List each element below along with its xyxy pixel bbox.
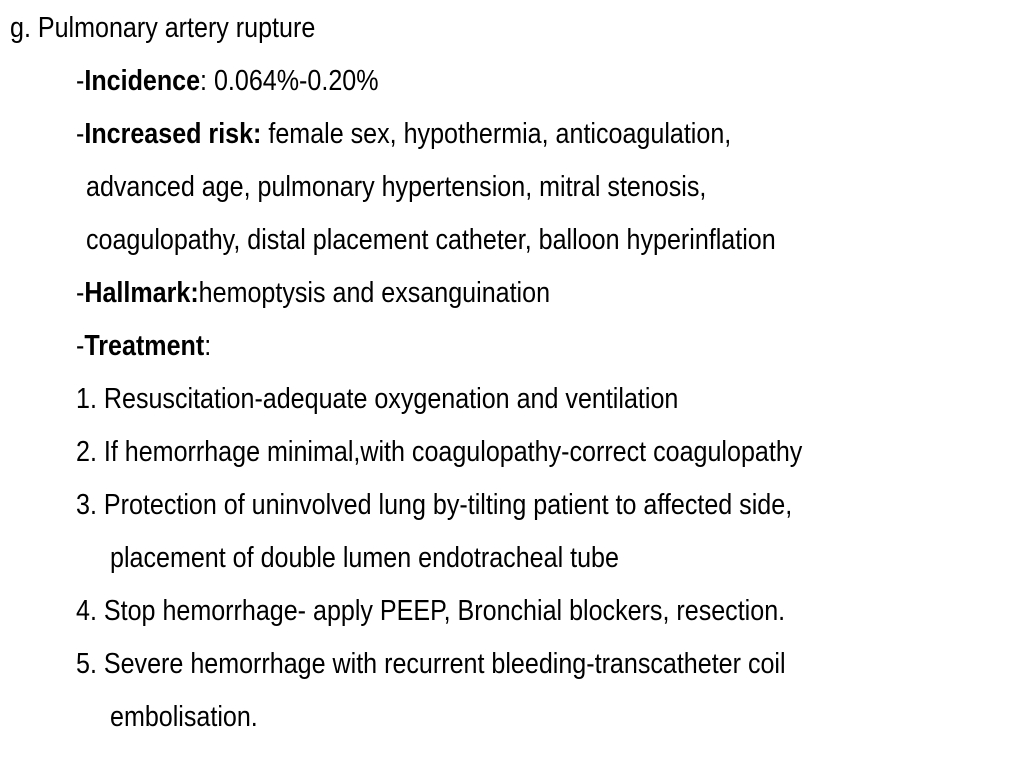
treatment-item-continuation (110, 540, 619, 576)
hallmark-line (76, 275, 550, 311)
treatment-item-continuation (110, 699, 258, 735)
heading (10, 10, 315, 46)
hallmark-label: Hallmark: (84, 277, 199, 309)
treatment-item-5-cont: embolisation. (110, 701, 258, 733)
treatment-label: Treatment (84, 330, 205, 362)
increased-risk-line (76, 116, 731, 152)
heading-text: g. Pulmonary artery rupture (10, 12, 316, 44)
treatment-item-3: 3. Protection of uninvolved lung by-tilting patient to affected side, (76, 489, 793, 521)
treatment-line (76, 328, 211, 364)
increased-risk-continuation-1 (86, 169, 706, 205)
increased-risk-text-2: advanced age, pulmonary hypertension, mitral stenosis, (86, 171, 707, 203)
treatment-item-1: 1. Resuscitation-adequate oxygenation and ventilation (76, 383, 679, 415)
incidence-line (76, 63, 379, 99)
treatment-item (76, 381, 678, 417)
incidence-dash: - (76, 65, 85, 97)
incidence-label: Incidence (84, 65, 201, 97)
treatment-colon: : (204, 330, 212, 362)
treatment-item-2: 2. If hemorrhage minimal,with coagulopathy-correct coagulopathy (76, 436, 803, 468)
treatment-dash: - (76, 330, 85, 362)
incidence-value: : 0.064%-0.20% (200, 65, 379, 97)
treatment-item (76, 434, 802, 470)
hallmark-text: hemoptysis and exsanguination (198, 277, 551, 309)
hallmark-dash: - (76, 277, 85, 309)
increased-risk-text-1: female sex, hypothermia, anticoagulation, (261, 118, 732, 150)
increased-risk-continuation-2 (86, 222, 776, 258)
treatment-item-3-cont: placement of double lumen endotracheal tube (110, 542, 619, 574)
increased-risk-dash: - (76, 118, 85, 150)
treatment-item (76, 646, 786, 682)
treatment-item-5: 5. Severe hemorrhage with recurrent bleeding-transcatheter coil (76, 648, 786, 680)
treatment-item (76, 487, 792, 523)
treatment-item-4: 4. Stop hemorrhage- apply PEEP, Bronchial blockers, resection. (76, 595, 786, 627)
treatment-item (76, 593, 785, 629)
increased-risk-text-3: coagulopathy, distal placement catheter, balloon hyperinflation (86, 224, 776, 256)
increased-risk-label: Increased risk: (84, 118, 262, 150)
